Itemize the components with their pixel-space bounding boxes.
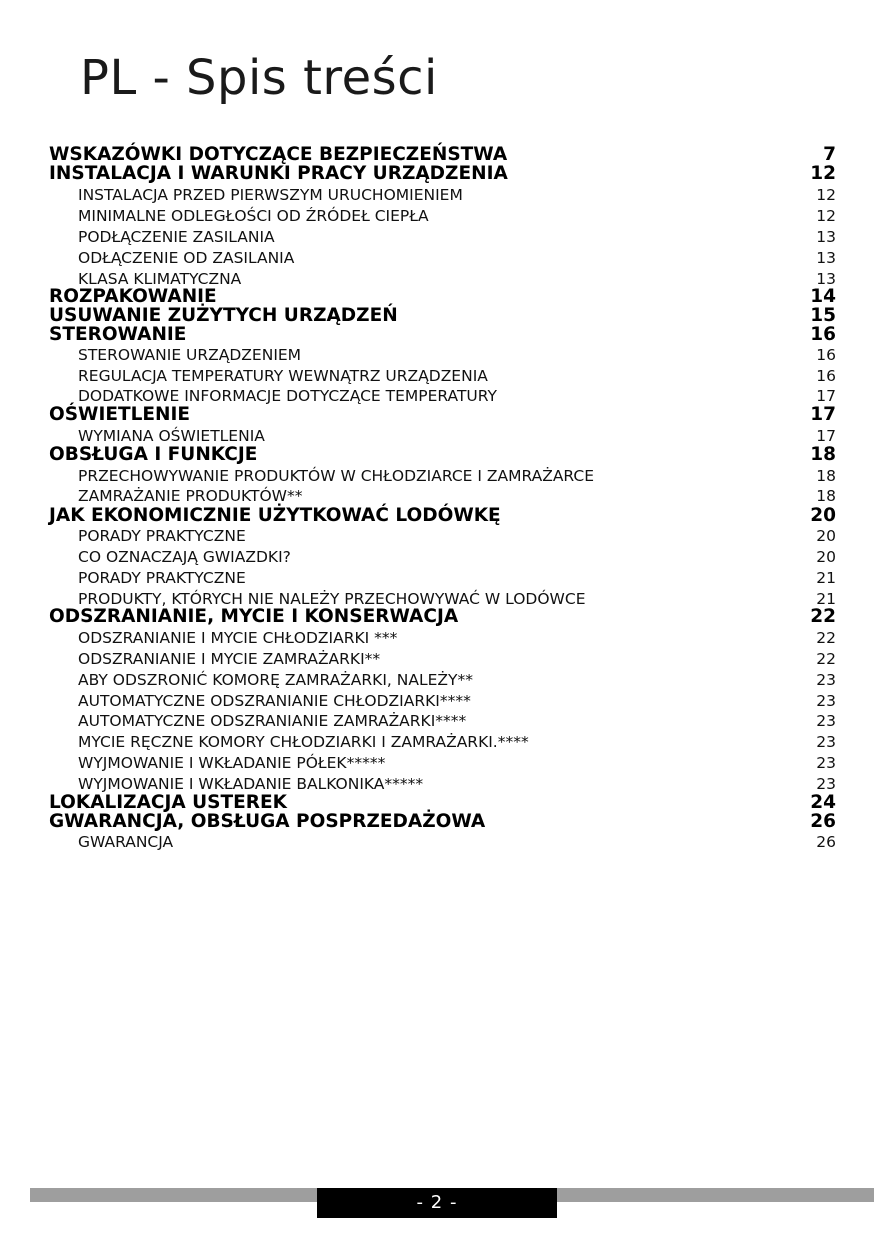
toc-section-entry[interactable]	[49, 248, 836, 268]
toc-entry-page: 18	[810, 444, 836, 465]
toc-entry-page: 24	[810, 792, 836, 813]
toc-chapter-entry[interactable]	[49, 404, 836, 426]
toc-entry-page: 23	[816, 712, 836, 730]
toc-entry-label: CO OZNACZAJĄ GWIAZDKI?	[78, 548, 291, 566]
toc-entry-page: 12	[810, 163, 836, 184]
toc-entry-page: 12	[816, 186, 836, 204]
toc-entry-label: PRZECHOWYWANIE PRODUKTÓW W CHŁODZIARCE I ZAMRAŻARCE	[78, 467, 595, 485]
toc-entry-label: MYCIE RĘCZNE KOMORY CHŁODZIARKI I ZAMRAŻARKI.****	[78, 733, 529, 751]
toc-entry-page: 16	[810, 324, 836, 345]
toc-section-entry[interactable]	[49, 426, 836, 446]
toc-entry-label: WYMIANA OŚWIETLENIA	[78, 427, 265, 445]
toc-entry-page: 13	[816, 249, 836, 267]
toc-entry-page: 18	[816, 467, 836, 485]
toc-entry-page: 26	[810, 811, 836, 832]
toc-entry-label: ODSZRANIANIE, MYCIE I KONSERWACJA	[49, 606, 459, 627]
toc-section-entry[interactable]	[49, 466, 836, 486]
toc-entry-page: 21	[816, 590, 836, 608]
toc-entry-label: OBSŁUGA I FUNKCJE	[49, 444, 258, 465]
toc-entry-label: PORADY PRAKTYCZNE	[78, 527, 246, 545]
toc-entry-label: STEROWANIE	[49, 324, 187, 345]
toc-chapter-entry[interactable]	[49, 444, 836, 466]
toc-entry-label: WYJMOWANIE I WKŁADANIE BALKONIKA*****	[78, 775, 424, 793]
toc-entry-label: OŚWIETLENIE	[49, 404, 191, 425]
toc-entry-page: 21	[816, 569, 836, 587]
toc-entry-label: GWARANCJA, OBSŁUGA POSPRZEDAŻOWA	[49, 811, 486, 832]
toc-section-entry[interactable]	[49, 670, 836, 690]
toc-section-entry[interactable]	[49, 206, 836, 226]
toc-section-entry[interactable]	[49, 568, 836, 588]
toc-entry-page: 22	[816, 650, 836, 668]
toc-entry-page: 20	[816, 527, 836, 545]
toc-section-entry[interactable]	[49, 345, 836, 365]
toc-chapter-entry[interactable]	[49, 811, 836, 833]
toc-section-entry[interactable]	[49, 547, 836, 567]
toc-chapter-entry[interactable]	[49, 606, 836, 628]
toc-entry-page: 17	[816, 387, 836, 405]
toc-entry-page: 23	[816, 671, 836, 689]
toc-entry-page: 20	[810, 505, 836, 526]
toc-entry-label: INSTALACJA I WARUNKI PRACY URZĄDZENIA	[49, 163, 508, 184]
toc-entry-label: AUTOMATYCZNE ODSZRANIANIE CHŁODZIARKI****	[78, 692, 471, 710]
toc-entry-label: LOKALIZACJA USTEREK	[49, 792, 287, 813]
toc-entry-page: 23	[816, 692, 836, 710]
page-number: - 2 -	[317, 1188, 557, 1218]
toc-section-entry[interactable]	[49, 185, 836, 205]
toc-entry-page: 17	[810, 404, 836, 425]
toc-entry-page: 18	[816, 487, 836, 505]
toc-entry-page: 7	[823, 144, 836, 165]
toc-entry-page: 22	[810, 606, 836, 627]
toc-section-entry[interactable]	[49, 366, 836, 386]
toc-section-entry[interactable]	[49, 832, 836, 852]
toc-entry-label: KLASA KLIMATYCZNA	[78, 270, 242, 288]
page-title: PL - Spis treści	[80, 50, 438, 106]
toc-entry-page: 14	[810, 286, 836, 307]
toc-entry-label: GWARANCJA	[78, 833, 174, 851]
toc-entry-label: PODŁĄCZENIE ZASILANIA	[78, 228, 275, 246]
toc-section-entry[interactable]	[49, 526, 836, 546]
toc-entry-page: 23	[816, 775, 836, 793]
toc-entry-page: 17	[816, 427, 836, 445]
toc-entry-label: ODSZRANIANIE I MYCIE CHŁODZIARKI ***	[78, 629, 398, 647]
toc-chapter-entry[interactable]	[49, 324, 836, 346]
toc-section-entry[interactable]	[49, 711, 836, 731]
toc-section-entry[interactable]	[49, 386, 836, 406]
toc-entry-page: 16	[816, 346, 836, 364]
toc-entry-page: 23	[816, 733, 836, 751]
toc-section-entry[interactable]	[49, 753, 836, 773]
toc-entry-label: PRODUKTY, KTÓRYCH NIE NALEŻY PRZECHOWYWAĆ W LODÓWCE	[78, 590, 586, 608]
toc-entry-label: ODSZRANIANIE I MYCIE ZAMRAŻARKI**	[78, 650, 381, 668]
toc-section-entry[interactable]	[49, 227, 836, 247]
toc-section-entry[interactable]	[49, 691, 836, 711]
toc-section-entry[interactable]	[49, 486, 836, 506]
toc-entry-label: ROZPAKOWANIE	[49, 286, 217, 307]
toc-entry-label: REGULACJA TEMPERATURY WEWNĄTRZ URZĄDZENIA	[78, 367, 488, 385]
toc-entry-label: PORADY PRAKTYCZNE	[78, 569, 246, 587]
toc-entry-label: INSTALACJA PRZED PIERWSZYM URUCHOMIENIEM	[78, 186, 463, 204]
toc-entry-label: JAK EKONOMICZNIE UŻYTKOWAĆ LODÓWKĘ	[49, 505, 501, 526]
toc-section-entry[interactable]	[49, 649, 836, 669]
toc-entry-label: DODATKOWE INFORMACJE DOTYCZĄCE TEMPERATURY	[78, 387, 498, 405]
toc-entry-page: 22	[816, 629, 836, 647]
toc-entry-label: MINIMALNE ODLEGŁOŚCI OD ŹRÓDEŁ CIEPŁA	[78, 207, 429, 225]
toc-section-entry[interactable]	[49, 628, 836, 648]
toc-section-entry[interactable]	[49, 774, 836, 794]
toc-entry-page: 23	[816, 754, 836, 772]
toc-entry-label: WSKAZÓWKI DOTYCZĄCE BEZPIECZEŃSTWA	[49, 144, 508, 165]
toc-entry-page: 16	[816, 367, 836, 385]
toc-entry-page: 12	[816, 207, 836, 225]
toc-chapter-entry[interactable]	[49, 505, 836, 527]
toc-entry-label: STEROWANIE URZĄDZENIEM	[78, 346, 302, 364]
toc-section-entry[interactable]	[49, 732, 836, 752]
toc-entry-label: AUTOMATYCZNE ODSZRANIANIE ZAMRAŻARKI****	[78, 712, 467, 730]
toc-entry-page: 13	[816, 270, 836, 288]
toc-entry-page: 15	[810, 305, 836, 326]
toc-entry-label: WYJMOWANIE I WKŁADANIE PÓŁEK*****	[78, 754, 386, 772]
toc-entry-page: 13	[816, 228, 836, 246]
toc-entry-label: USUWANIE ZUŻYTYCH URZĄDZEŃ	[49, 305, 398, 326]
toc-entry-label: ABY ODSZRONIĆ KOMORĘ ZAMRAŻARKI, NALEŻY**	[78, 671, 473, 689]
toc-entry-page: 26	[816, 833, 836, 851]
toc-entry-label: ZAMRAŻANIE PRODUKTÓW**	[78, 487, 303, 505]
toc-entry-page: 20	[816, 548, 836, 566]
toc-entry-label: ODŁĄCZENIE OD ZASILANIA	[78, 249, 295, 267]
toc-chapter-entry[interactable]	[49, 163, 836, 185]
